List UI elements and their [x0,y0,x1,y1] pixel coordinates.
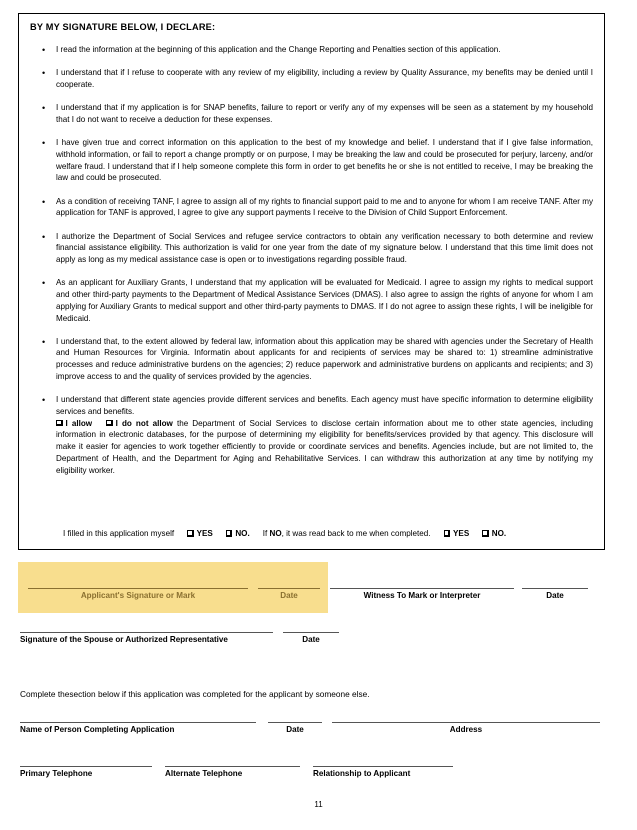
completing-person-date-field[interactable] [268,722,322,735]
completing-person-date-label: Date [286,725,304,734]
witness-date-label: Date [546,591,564,600]
read-back-prefix: If [262,529,270,539]
spouse-date-rule [283,632,339,633]
primary-telephone-field[interactable] [20,766,152,779]
declaration-bullet-text: I have given true and correct information on this application to the best of my knowledge and belief. I understand that if I give false information, withhold information, or fail to report a change promptly or on purpose, I may be breaking the law and could be prosecuted for perjury, larceny, and/or welfare fraud. I understand that if I help someone complete this form in order to get benefits he or she is not entitled to receive, I may be breaking the law and could be prosecuted. [56,138,593,183]
declaration-bullet-text: As a condition of receiving TANF, I agree to assign all of my rights to financial support paid to me and to anyone for whom I am receive TANF. After my application for TANF is approved, I agree to give any support payments I receive to the Division of Child Support Enforcement. [56,196,593,218]
label-filled-myself-yes: YES [196,529,213,539]
alternate-telephone-rule [165,766,300,767]
label-read-back-no: NO. [491,529,507,539]
declaration-box [18,13,605,550]
applicant-signature-rule [28,588,248,589]
spouse-date-field[interactable] [283,632,339,645]
checkbox-i-do-not-allow[interactable] [106,420,113,427]
declaration-bullet-3 [30,102,593,125]
witness-date-rule [522,588,588,589]
primary-telephone-rule [20,766,152,767]
alternate-telephone-label: Alternate Telephone [165,769,243,778]
declaration-bullet-text: I understand that if I refuse to cooperate with any review of my eligibility, including a review by Quality Assurance, my benefits may be denied until I cooperate. [56,68,593,89]
declaration-title: BY MY SIGNATURE BELOW, I DECLARE: [30,22,216,32]
witness-signature-label: Witness To Mark or Interpreter [363,591,481,600]
read-back-emphasis: NO [269,529,282,539]
declaration-bullet-text: As an applicant for Auxiliary Grants, I understand that my application will be evaluated for Medicaid. I agree to assign my rights to medical support and other third-party payments to the Department of Medical Assistance Services (DMAS). I also agree to assign the rights of anyone for whom I am applying for Auxiliary Grants to medical support and other third-party payments to DMAS. If I do not agree to assign these rights, I will be ineligible for Medicaid. [56,278,593,323]
witness-date-field[interactable] [522,588,588,601]
completing-person-date-rule [268,722,322,723]
applicant-signature-field[interactable] [28,588,248,601]
completed-by-other-note: Complete thesection below if this application was completed for the applicant by someone else. [20,689,370,699]
checkbox-filled-myself-yes[interactable] [187,530,194,537]
declaration-bullet-text: I understand that if my application is for SNAP benefits, failure to report or verify any of my expenses will be seen as a statement by my household that I do not want to receive a deduction for these expenses. [56,103,593,124]
bullet-marker-icon: • [42,196,46,207]
bullet-marker-icon: • [42,395,46,406]
page-number: 11 [314,800,323,809]
spouse-signature-field[interactable] [20,632,273,645]
declaration-bullet-disclosure [30,394,593,476]
bullet-marker-icon: • [42,278,46,289]
declaration-bullet-list [30,44,593,476]
checkbox-read-back-no[interactable] [482,530,489,537]
declaration-bullet-4 [30,137,593,184]
declaration-bullet-7 [30,277,593,324]
spouse-signature-rule [20,632,273,633]
label-i-allow: I allow [65,418,93,428]
completing-person-address-rule [332,722,600,723]
bullet-marker-icon: • [42,45,46,56]
completing-person-name-label: Name of Person Completing Application [20,725,175,734]
relationship-to-applicant-field[interactable] [313,766,453,779]
applicant-date-rule [258,588,320,589]
witness-signature-rule [330,588,514,589]
spouse-signature-label: Signature of the Spouse or Authorized Representative [20,635,228,644]
label-read-back-yes: YES [453,529,470,539]
checkbox-read-back-yes[interactable] [444,530,451,537]
completing-person-name-field[interactable] [20,722,256,735]
checkbox-filled-myself-no[interactable] [226,530,233,537]
declaration-bullet-text: I authorize the Department of Social Services and refugee service contractors to obtain any verification necessary to both determine and review financial assistance eligibility. This authorization is valid for one year from the date of my signature below. I understand that this time limit does not apply as long as my medical assistance case is open or to investigations regarding possible fraud. [56,231,593,265]
spouse-date-label: Date [302,635,320,644]
relationship-to-applicant-label: Relationship to Applicant [313,769,411,778]
bullet-marker-icon: • [42,336,46,347]
alternate-telephone-field[interactable] [165,766,300,779]
completing-person-name-rule [20,722,256,723]
applicant-date-label: Date [280,591,298,600]
completing-person-address-label: Address [449,725,483,734]
declaration-bullet-text: I read the information at the beginning of this application and the Change Reporting and Penalties section of this application. [56,45,501,55]
bullet-marker-icon: • [42,138,46,149]
bullet-marker-icon: • [42,68,46,79]
filled-in-myself-prefix: I filled in this application myself [63,529,175,539]
filled-in-myself-row [19,529,604,540]
declaration-bullet-2 [30,67,593,90]
declaration-bullet-1 [30,44,593,56]
bullet-marker-icon: • [42,103,46,114]
label-filled-myself-no: NO. [235,529,250,539]
declaration-bullet-text: I understand that, to the extent allowed by federal law, information about this application may be shared with agencies under the Secretary of Health and Human Resources for Virginia. Informatin about applicants for and recipients of services may be shared to: 1) streamline administrative processes and reduce administrative burdens on the agencies; 2) reduce paperwork and administrative burdens on applicants and recipients; and 3) improve access to and the quality of services provided by the agencies. [56,336,593,381]
disclosure-intro-text: I understand that different state agencies provide different services and benefits. Each agency must have specific information to determine eligibility services and benefits. [56,395,593,416]
declaration-inner [19,14,604,539]
primary-telephone-label: Primary Telephone [20,769,93,778]
declaration-bullet-8 [30,336,593,383]
bullet-marker-icon: • [42,231,46,242]
read-back-suffix: , it was read back to me when completed. [281,529,431,539]
applicant-date-field[interactable] [258,588,320,601]
disclosure-body-text: the Department of Social Services to disclose certain information about me to other state agencies, including information in electronic databases, for the purpose of determining my eligibility for benefits/services provided by that agency. This disclosure will make it easier for agencies to work together efficiently to provide or coordinate services and benefits. Agencies include, but are not limited to, the Department of Health, and the Department for Aging and Rehabilitative Services. I can withdraw this authorization at any time by notifying my eligibility worker. [56,418,593,475]
declaration-bullet-5 [30,196,593,219]
completing-person-address-field[interactable] [332,722,600,735]
relationship-to-applicant-rule [313,766,453,767]
applicant-signature-label: Applicant's Signature or Mark [80,591,196,600]
checkbox-i-allow[interactable] [56,420,63,427]
witness-signature-field[interactable] [330,588,514,601]
declaration-bullet-6 [30,231,593,266]
label-i-do-not-allow: I do not allow [115,418,173,428]
